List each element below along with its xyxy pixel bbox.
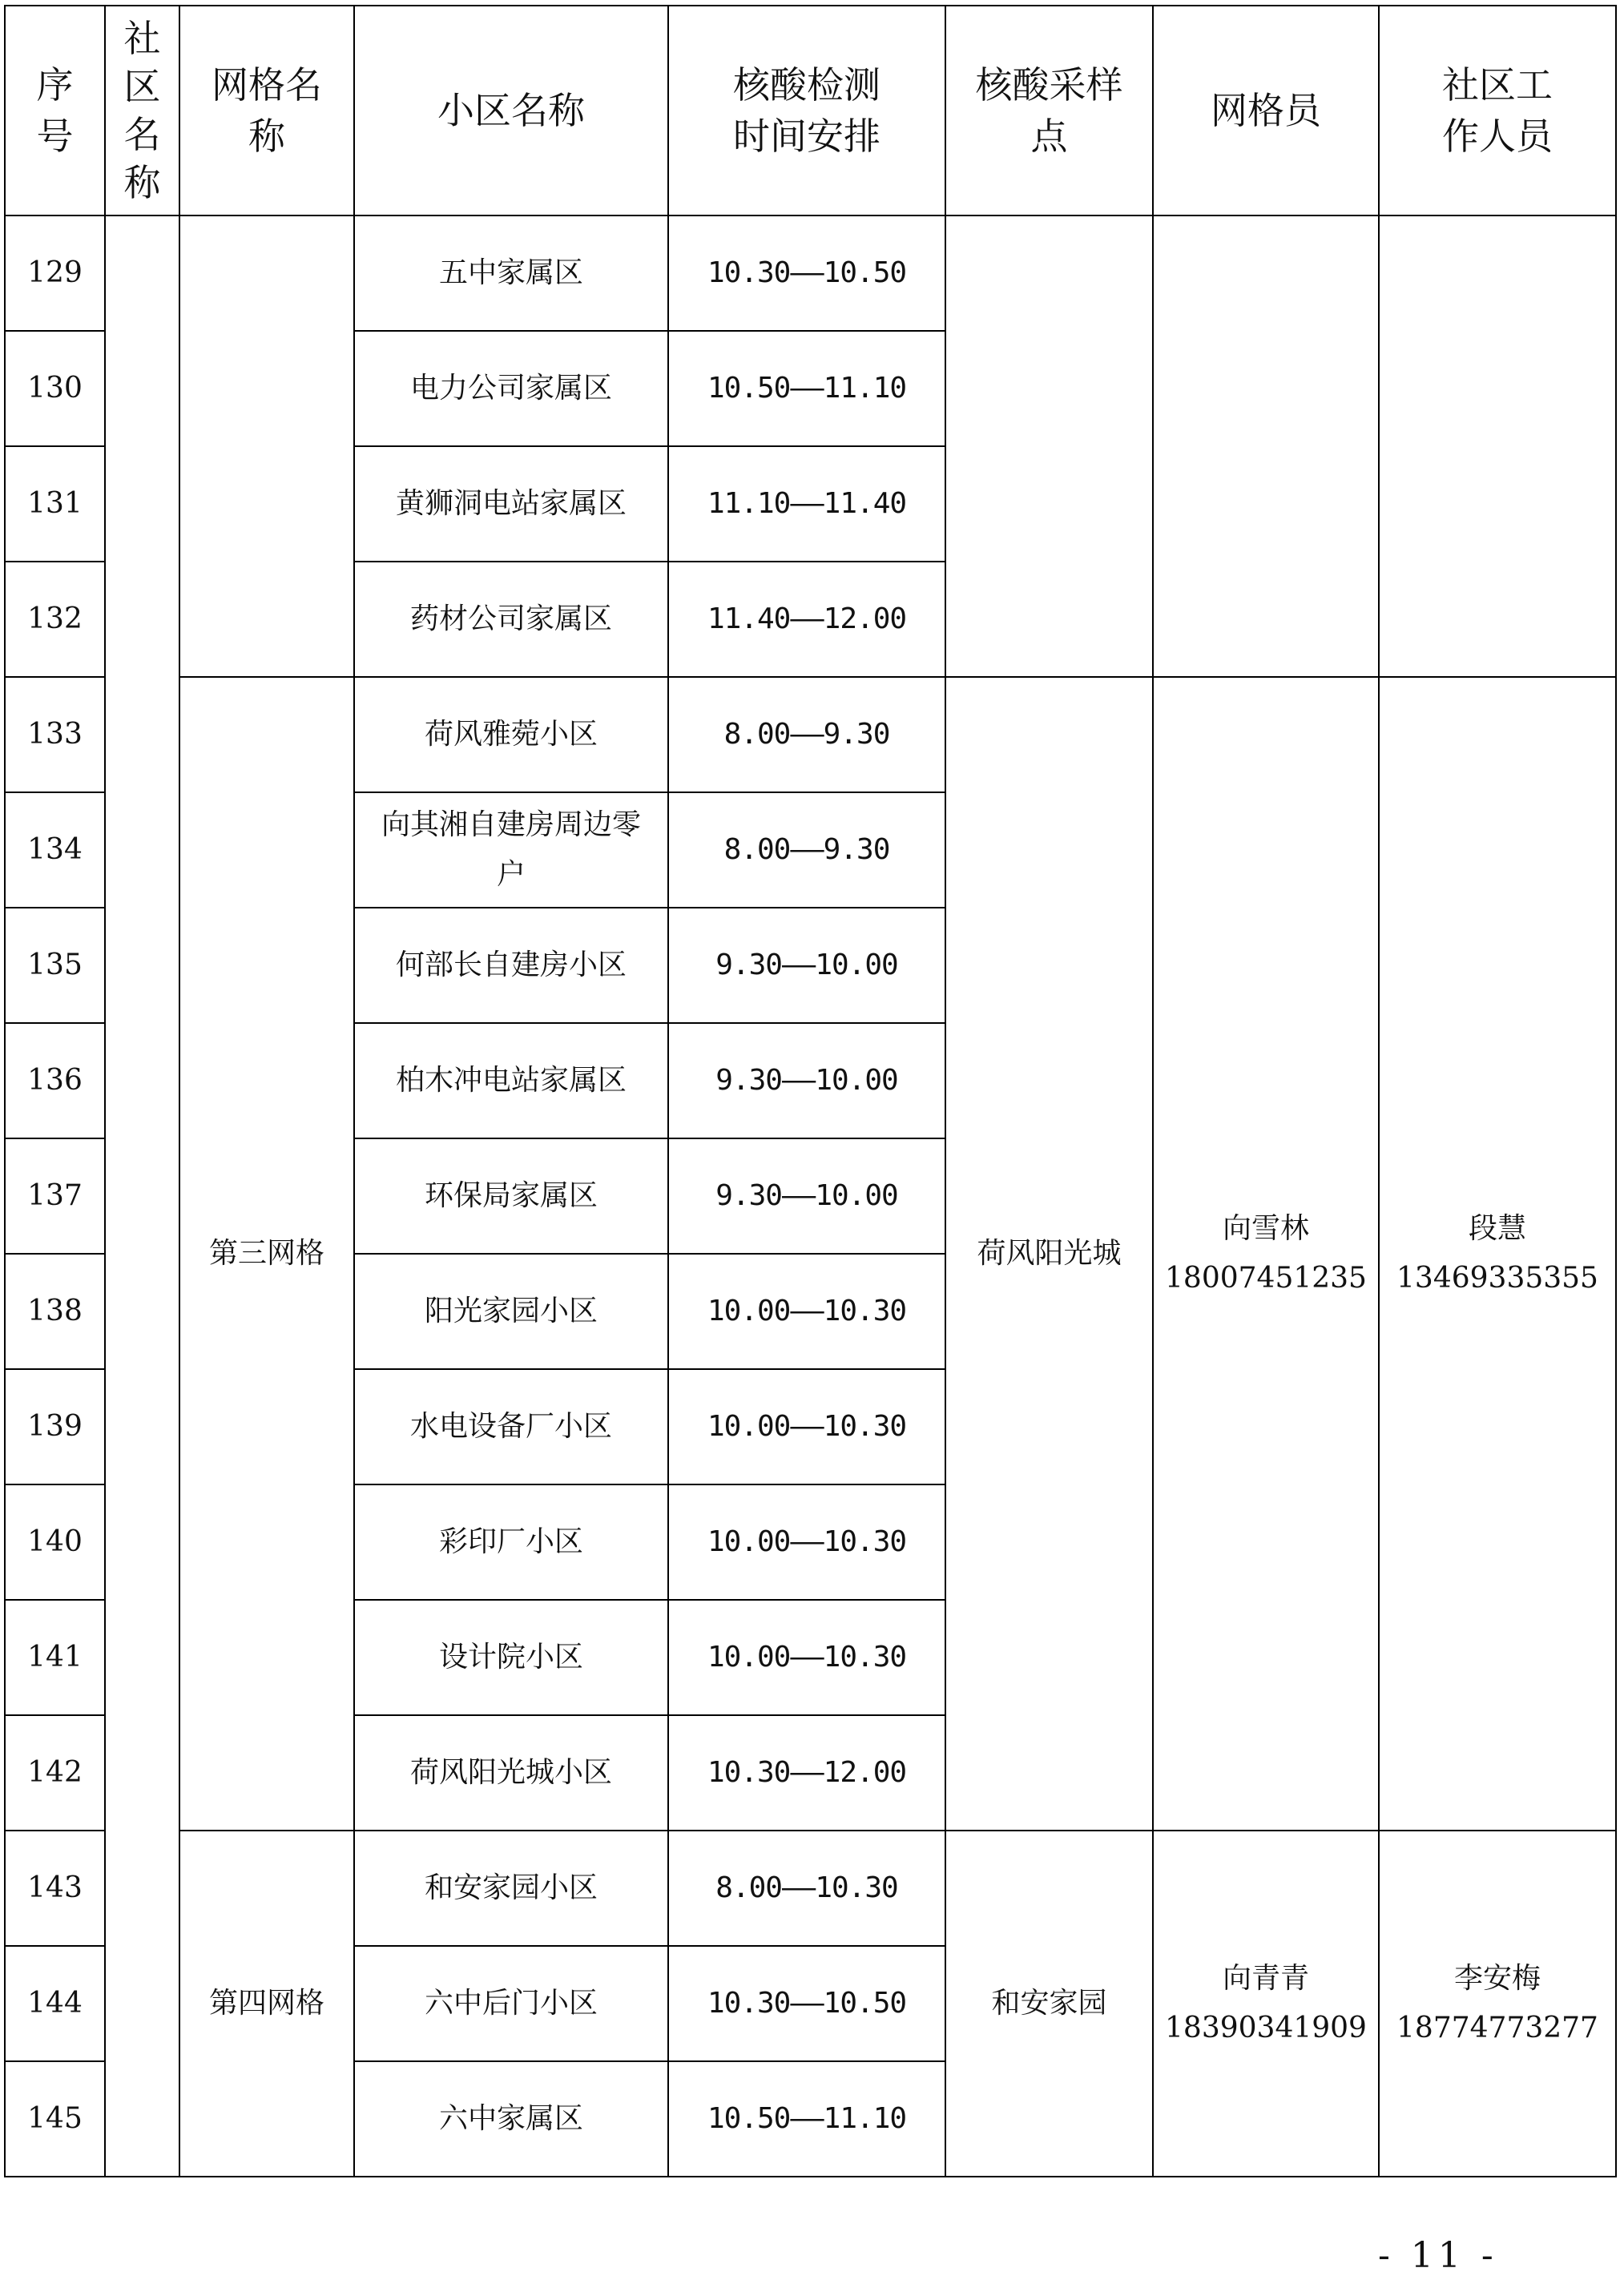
- test-time: 10.30——10.50: [668, 1946, 945, 2061]
- staff-cell: [1379, 216, 1616, 677]
- staff-phone: 13469335355: [1396, 1262, 1598, 1295]
- estate-name: 黄狮洞电站家属区: [354, 446, 668, 562]
- row-number: 143: [5, 1831, 105, 1946]
- test-time: 10.50——11.10: [668, 331, 945, 446]
- page-number: - 11 -: [1378, 2235, 1498, 2276]
- staff-name: 李安梅: [1453, 1962, 1541, 1995]
- staff-fourth: [1379, 1831, 1616, 2177]
- estate-name: 何部长自建房小区: [354, 908, 668, 1023]
- estate-name: 六中家属区: [354, 2061, 668, 2177]
- table-row: [5, 216, 1616, 331]
- grid-worker-third: [1153, 677, 1379, 1831]
- estate-name: 和安家园小区: [354, 1831, 668, 1946]
- test-time: 9.30——10.00: [668, 908, 945, 1023]
- test-time: 8.00——9.30: [668, 792, 945, 908]
- estate-name: 柏木冲电站家属区: [354, 1023, 668, 1138]
- test-time: 8.00——9.30: [668, 677, 945, 792]
- staff-third: [1379, 677, 1616, 1831]
- grid-worker-name: 向青青: [1222, 1962, 1309, 1995]
- grid-worker-phone: 18007451235: [1165, 1262, 1367, 1295]
- row-number: 132: [5, 562, 105, 677]
- test-time: 11.40——12.00: [668, 562, 945, 677]
- row-number: 131: [5, 446, 105, 562]
- row-number: 134: [5, 792, 105, 908]
- row-number: 142: [5, 1715, 105, 1831]
- grid-name-third: 第三网格: [179, 677, 354, 1831]
- schedule-table: [4, 5, 1617, 2177]
- estate-name: 环保局家属区: [354, 1138, 668, 1254]
- test-time: 10.50——11.10: [668, 2061, 945, 2177]
- table-row: [5, 677, 1616, 792]
- row-number: 136: [5, 1023, 105, 1138]
- estate-name: 荷风雅菀小区: [354, 677, 668, 792]
- test-time: 10.00——10.30: [668, 1484, 945, 1600]
- header-estate: 小区名称: [354, 6, 668, 216]
- estate-name: 六中后门小区: [354, 1946, 668, 2061]
- sampling-site-fourth: 和安家园: [945, 1831, 1153, 2177]
- row-number: 141: [5, 1600, 105, 1715]
- staff-phone: 18774773277: [1396, 2012, 1598, 2044]
- table-row: [5, 1831, 1616, 1946]
- test-time: 9.30——10.00: [668, 1023, 945, 1138]
- estate-name: 设计院小区: [354, 1600, 668, 1715]
- row-number: 135: [5, 908, 105, 1023]
- row-number: 144: [5, 1946, 105, 2061]
- test-time: 10.00——10.30: [668, 1254, 945, 1369]
- test-time: 10.00——10.30: [668, 1600, 945, 1715]
- estate-name: 彩印厂小区: [354, 1484, 668, 1600]
- row-number: 129: [5, 216, 105, 331]
- estate-name: 药材公司家属区: [354, 562, 668, 677]
- header-staff: 社区工 作人员: [1379, 6, 1616, 216]
- header-grid-name: 网格名 称: [179, 6, 354, 216]
- sampling-site-cell: [945, 216, 1153, 677]
- grid-worker-name: 向雪林: [1222, 1212, 1309, 1245]
- header-seq: 序 号: [5, 6, 105, 216]
- row-number: 140: [5, 1484, 105, 1600]
- header-site: 核酸采样 点: [945, 6, 1153, 216]
- grid-name-cell: [179, 216, 354, 677]
- row-number: 138: [5, 1254, 105, 1369]
- test-time: 9.30——10.00: [668, 1138, 945, 1254]
- header-row: [5, 6, 1616, 216]
- grid-worker-cell: [1153, 216, 1379, 677]
- estate-name: 阳光家园小区: [354, 1254, 668, 1369]
- test-time: 10.30——10.50: [668, 216, 945, 331]
- test-time: 10.30——12.00: [668, 1715, 945, 1831]
- estate-name: 电力公司家属区: [354, 331, 668, 446]
- estate-name: 水电设备厂小区: [354, 1369, 668, 1484]
- test-time: 10.00——10.30: [668, 1369, 945, 1484]
- header-grid-worker: 网格员: [1153, 6, 1379, 216]
- estate-name: 向其湘自建房周边零户: [354, 792, 668, 908]
- header-community: 社 区 名 称: [105, 6, 179, 216]
- community-cell: [105, 216, 179, 2177]
- sampling-site-third: 荷风阳光城: [945, 677, 1153, 1831]
- row-number: 137: [5, 1138, 105, 1254]
- estate-name: 五中家属区: [354, 216, 668, 331]
- test-time: 8.00——10.30: [668, 1831, 945, 1946]
- grid-worker-phone: 18390341909: [1165, 2012, 1367, 2044]
- row-number: 145: [5, 2061, 105, 2177]
- grid-name-fourth: 第四网格: [179, 1831, 354, 2177]
- row-number: 130: [5, 331, 105, 446]
- row-number: 133: [5, 677, 105, 792]
- grid-worker-fourth: [1153, 1831, 1379, 2177]
- test-time: 11.10——11.40: [668, 446, 945, 562]
- estate-name: 荷风阳光城小区: [354, 1715, 668, 1831]
- row-number: 139: [5, 1369, 105, 1484]
- header-schedule: 核酸检测 时间安排: [668, 6, 945, 216]
- staff-name: 段慧: [1468, 1212, 1526, 1245]
